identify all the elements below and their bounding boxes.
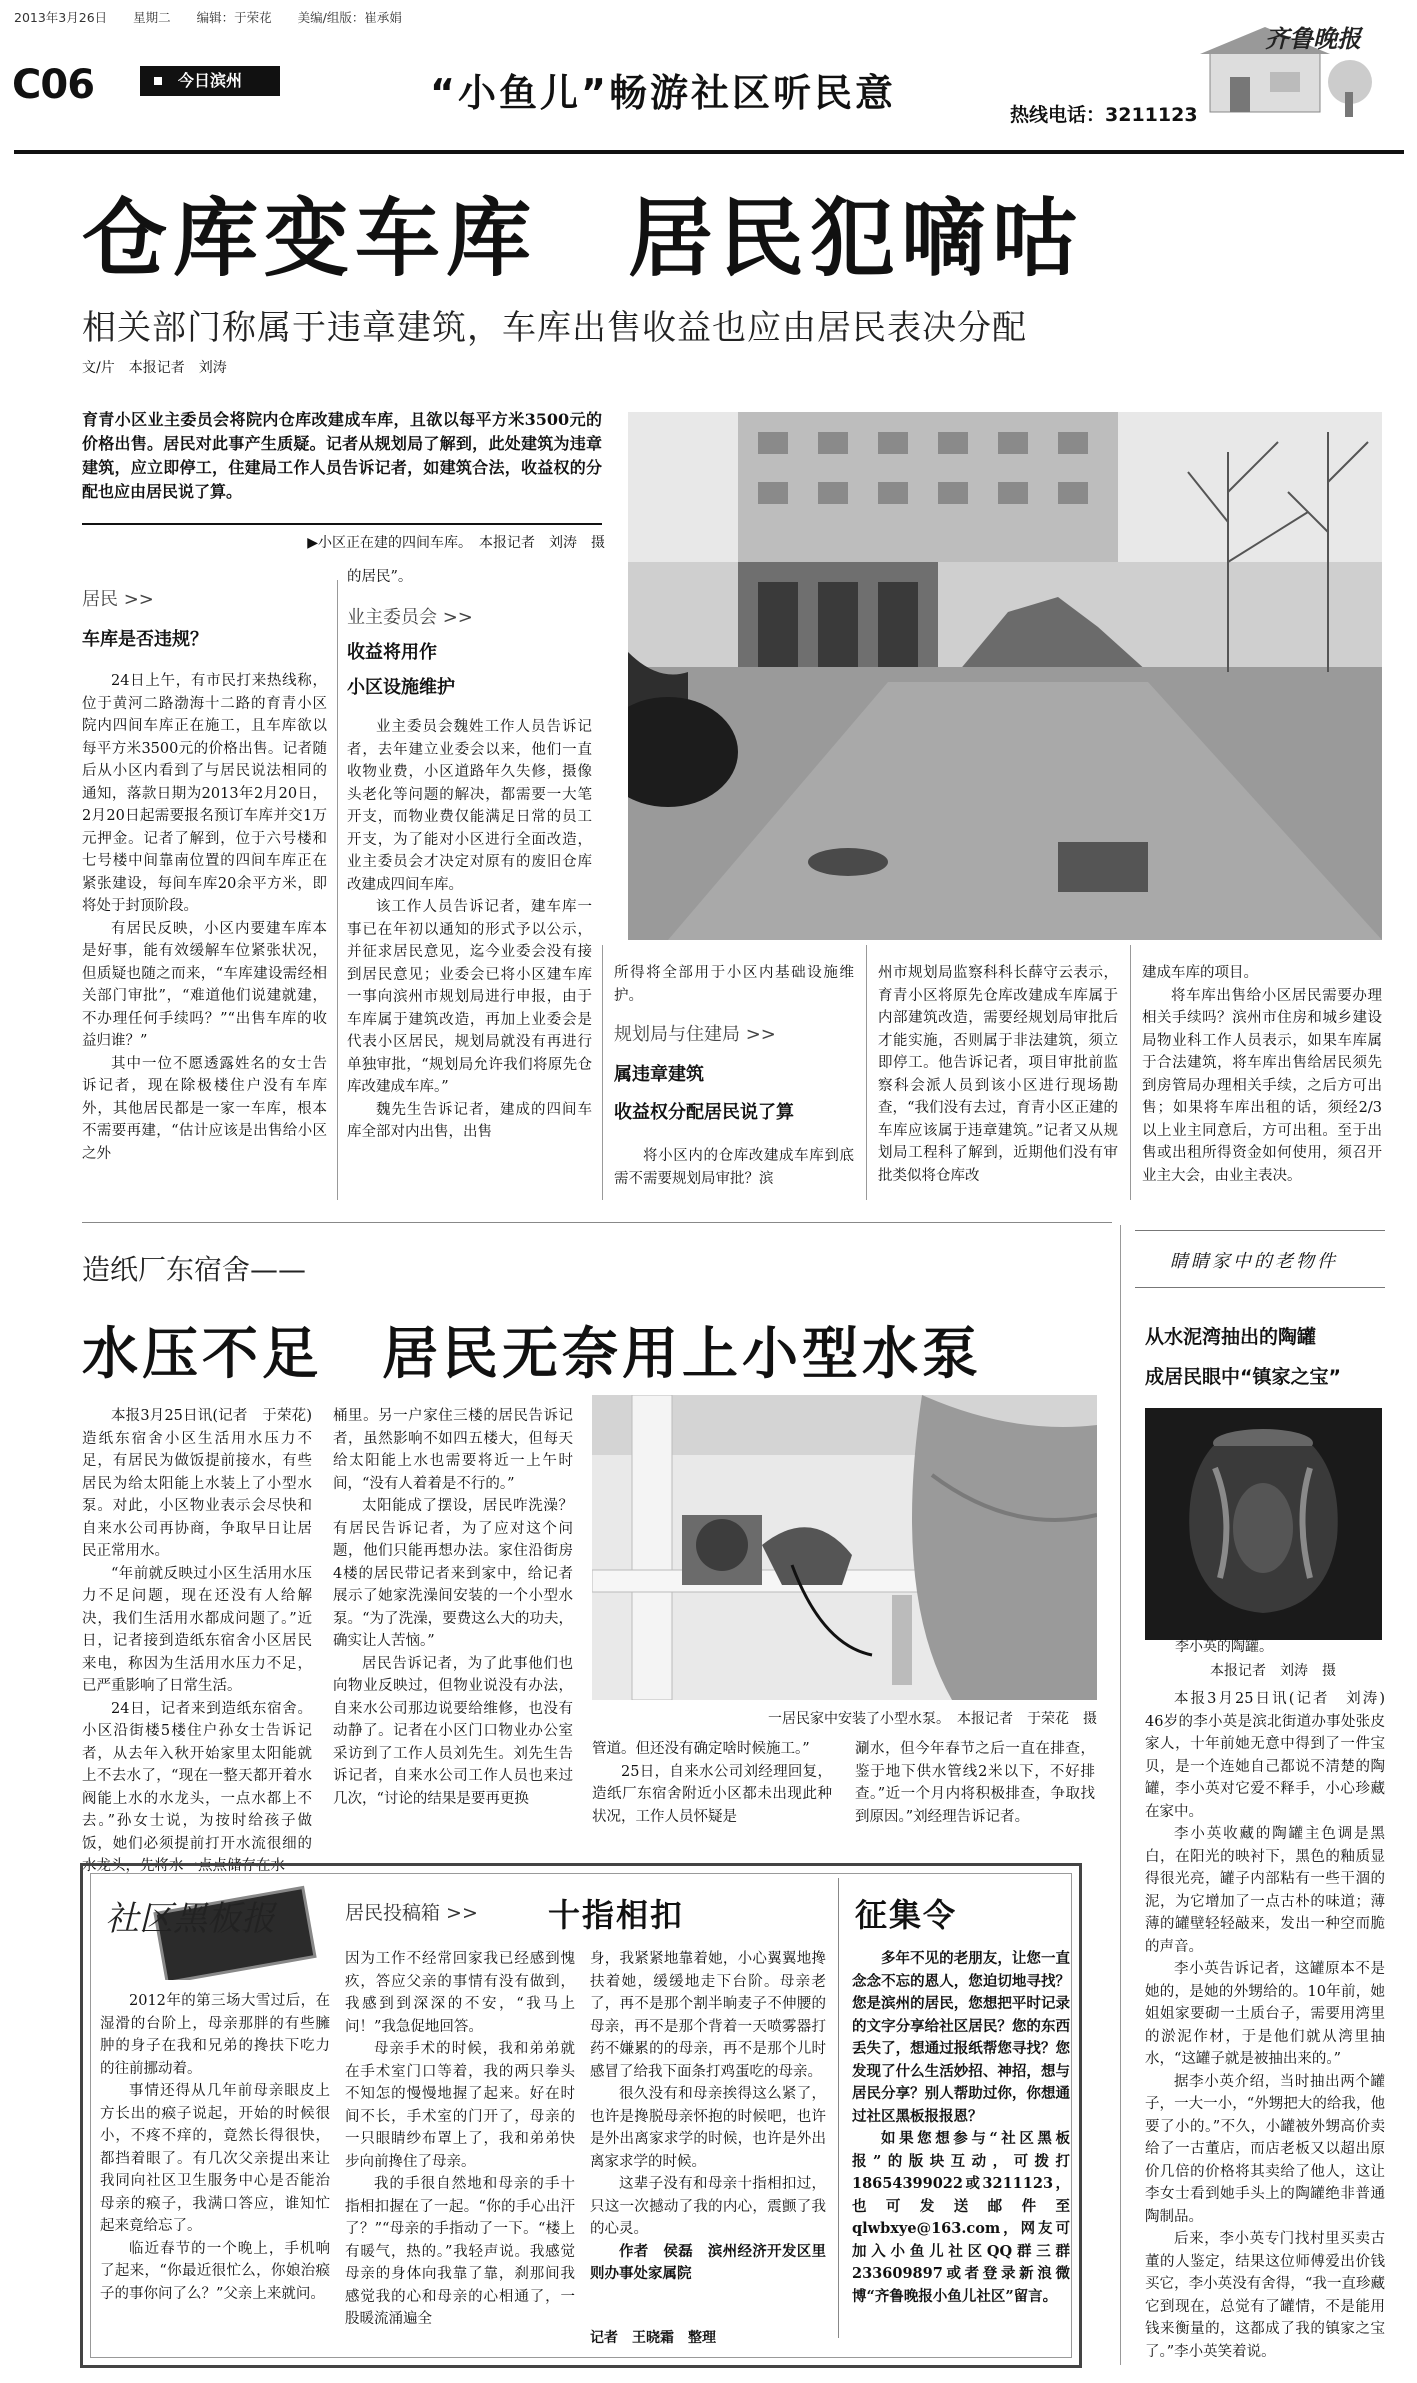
paragraph: 有居民反映，小区内要建车库本是好事，能有效缓解车位紧张状况，但质疑也随之而来，“车库建设需经相关部门审批”，“难道他们说建就建，不办理任何手续吗？”“出售车库的收益归谁？”	[82, 920, 327, 1049]
second-title: 水压不足 居民无奈用上小型水泵	[82, 1322, 982, 1387]
second-col3-text	[592, 1738, 832, 1828]
lead-photo-caption: ▶小区正在建的四间车库。 本报记者 刘涛 摄	[307, 535, 605, 551]
lead-col3-text	[614, 962, 854, 1007]
paragraph: 本报3月25日讯(记者 于荣花) 造纸东宿舍小区生活用水压力不足，有居民为做饭提前接水，有些居民为给太阳能上水装上了小型水泵。对此，小区物业表示会尽快和自来水公司再协商，争取早日让居民正常用水。	[82, 1408, 327, 1559]
paragraph: 魏先生告诉记者，建成的四间车库全部对内出售，出售	[347, 1101, 592, 1140]
page-headline: “小鱼儿”畅游社区听民意	[430, 71, 896, 115]
col2-lead-in: 的居民”。	[347, 569, 413, 585]
paragraph: 桶里。另一户家住三楼的居民告诉记者，虽然影响不如四五楼大，但每天给太阳能上水也需要将近一上午时间，“没有人着着是不行的。”	[333, 1408, 573, 1492]
second-col1-text	[82, 1405, 327, 1878]
paragraph: 其中一位不愿透露姓名的女士告诉记者，现在除极楼住户没有车库外，其他居民都是一家一车库，根本不需要再建，“估计应该是出售给小区之外	[82, 1055, 327, 1162]
section-tab: 今日滨州	[140, 66, 280, 96]
lead-col5-text	[1142, 962, 1382, 1187]
lead-title: 仓库变车库 居民犯嘀咕	[82, 190, 1084, 289]
sidebar-text	[1145, 1688, 1400, 2363]
paragraph: 24日上午，有市民打来热线称，位于黄河二路渤海十二路的育青小区院内四间车库正在施工，且车库欲以每平方米3500元的价格出售。记者随后从小区内看到了与居民说法相同的通知，落款日期为2013年2月20日，2月20日起需要报名预订车库并交1万元押金。记者了解到，位于六号楼和七号楼中间靠南位置的四间车库正在紧张建设，每间车库20余平方米，即将处于封顶阶段。	[82, 673, 327, 914]
column-rule	[337, 580, 338, 1200]
second-kicker: 造纸厂东宿舍——	[82, 1253, 307, 1286]
sidebar-photo-credit: 本报记者 刘涛 摄	[1210, 1663, 1336, 1679]
second-col4-text	[855, 1738, 1095, 1828]
community-col1-text	[100, 1990, 330, 2305]
water-pump-photo	[592, 1395, 1097, 1700]
hotline: 热线电话：3211123	[1010, 104, 1198, 126]
logo-text: 齐鲁晚报	[1265, 24, 1361, 53]
paragraph: 事情还得从几年前母亲眼皮上方长出的瘊子说起，开始的时候很小，不疼不痒的，竟然长得很快，都挡着眼了。有几次父亲提出来让我同向社区卫生服务中心是否能治母亲的瘊子，我满口答应，谁知忙起来竟给忘了。	[100, 2083, 330, 2234]
paragraph: 业主委员会魏姓工作人员告诉记者，去年建立业委会以来，他们一直收物业费，小区道路年久失修，摄像头老化等问题的解决，都需要一大笔开支，而物业费仅能满足日常的员工开支，为了能对小区进行全面改造，业主委员会才决定对原有的废旧仓库改建成四间车库。	[347, 719, 592, 893]
header-rule	[14, 150, 1404, 154]
sidebar-banner-text: 睛睛家中的老物件	[1170, 1251, 1338, 1272]
badge-text: 社区黑板报	[105, 1899, 275, 1939]
paragraph: 25日，自来水公司刘经理回复，造纸厂东宿舍附近小区都未出现此种状况，工作人员怀疑是	[592, 1763, 832, 1825]
sidebar-photo-caption: 李小英的陶罐。	[1175, 1639, 1273, 1655]
newspaper-logo	[1170, 22, 1390, 127]
solicit-rule	[838, 1878, 839, 2338]
paragraph: 李小英告诉记者，这罐原本不是她的，是她的外甥给的。10年前，她姐姐家要砌一土质台子，需要用湾里的淤泥作材，于是他们就从湾里抽水，“这罐子就是被抽出来的。”	[1145, 1961, 1385, 2067]
solicit-text	[852, 1948, 1070, 2308]
paragraph: 将小区内的仓库改建成车库到底需不需要规划局审批？滨	[614, 1148, 854, 1187]
paragraph: 因为工作不经常回家我已经感到愧疚，答应父亲的事情有没有做到，我感到到深深的不安，“我马上问！”我急促地回答。	[345, 1951, 575, 2035]
lead-col3-text-2	[614, 1145, 854, 1190]
paragraph: 李小英收藏的陶罐主色调是黑白，在阳光的映衬下，黑色的釉质显得很光亮，罐子内部粘有一些干涸的泥，为它增加了一点古朴的味道；薄薄的罐壁轻轻敲来，发出一种空而脆的声音。	[1145, 1826, 1385, 1955]
issue-weekday: 星期二	[133, 10, 171, 25]
lead-byline: 文/片 本报记者 刘涛	[82, 360, 227, 376]
community-col2-text	[345, 1948, 575, 2331]
section-divider	[82, 1222, 1112, 1223]
paragraph: 州市规划局监察科科长薛守云表示，育青小区将原先仓库改建成车库属于内部建筑改造，需要经规划局审批后才能实施，否则属于非法建筑，须立即停工。他告诉记者，项目审批前监察科会派人员到该小区进行现场勘查，“我们没有去过，育青小区正建的车库应该属于违章建筑。”记者又从规划局工程科了解到，近期他们没有审批类似将仓库改	[878, 965, 1118, 1184]
lead-summary: 育青小区业主委员会将院内仓库改建成车库，且欲以每平方米3500元的价格出售。居民对此事产生质疑。记者从规划局了解到，此处建筑为违章建筑，应立即停工，住建局工作人员告诉记者，如建筑合法，收益权的分配也应由居民说了算。	[82, 410, 602, 501]
paragraph: 管道。但还没有确定啥时候施工。”	[592, 1741, 810, 1757]
second-col2-text	[333, 1405, 573, 1810]
community-kicker: 居民投稿箱 >>	[345, 1902, 478, 1924]
paragraph: 我的手很自然地和母亲的手十指相扣握在了一起。“你的手心出汗了？”“母亲的手指动了一下。“楼上有暖气，热的。”我轻声说。我感觉母亲的身体向我靠了靠，刹那间我感觉我的心和母亲的心相通了，一股暖流涌遍全	[345, 2176, 575, 2327]
col1-kicker: 居民 >>	[82, 589, 154, 610]
pottery-jar-photo	[1145, 1408, 1382, 1640]
paragraph: 太阳能成了摆设，居民咋洗澡？有居民告诉记者，为了应对这个问题，他们只能再想办法。家住沿街房4楼的居民带记者来到家中，给记者展示了她家洗澡间安装的一个小型水泵。“为了洗澡，要费这么大的功夫，确实让人苦恼。”	[333, 1498, 573, 1649]
designer-credit: 美编/组版：崔承娟	[297, 10, 402, 25]
col3-subhead-1: 属违章建筑	[614, 1064, 704, 1085]
community-signoff-editor: 记者 王晓霜 整理	[590, 2330, 716, 2346]
sidebar-title-1: 从水泥湾抽出的陶罐	[1145, 1326, 1317, 1348]
column-rule	[866, 945, 867, 1200]
header-meta	[14, 8, 424, 26]
sidebar-rule	[1120, 1225, 1121, 2365]
community-col3-text	[590, 1948, 826, 2286]
paragraph: 很久没有和母亲挨得这么紧了，也许是搀脱母亲怀抱的时候吧，也许是外出离家求学的时候，也许是外出离家求学的时候。	[590, 2086, 826, 2170]
second-photo-caption: 一居民家中安装了小型水泵。 本报记者 于荣花 摄	[768, 1711, 1097, 1727]
blackboard-badge	[100, 1880, 330, 1980]
paragraph: 本报3月25日讯(记者 刘涛) 46岁的李小英是滨北街道办事处张皮家人，十年前她无意中得到了一件宝贝，是一个连她自己都说不清楚的陶罐，李小英对它爱不释手，小心珍藏在家中。	[1145, 1691, 1400, 1820]
community-title: 十指相扣	[548, 1896, 685, 1934]
paragraph: 后来，李小英专门找村里买卖古董的人鉴定，结果这位师傅爱出价钱买它，李小英没有舍得，“我一直珍藏它到现在，总觉有了罐情，不是能用钱来衡量的，这都成了我的镇家之宝了。”李小英笑着说。	[1145, 2231, 1385, 2360]
column-rule	[1130, 945, 1131, 1200]
paragraph: 身，我紧紧地靠着她，小心翼翼地搀扶着她，缓缓地走下台阶。母亲老了，再不是那个割半晌麦子不伸腰的母亲，再不是那个背着一天喷雾器打药不嫌累的的母亲，再不是那个儿时感冒了给我下面条打鸡蛋吃的母亲。	[590, 1951, 826, 2080]
lead-subtitle: 相关部门称属于违章建筑，车库出售收益也应由居民表决分配	[82, 308, 1027, 348]
summary-rule	[82, 523, 602, 525]
lead-col4-text	[878, 962, 1118, 1187]
col2-subhead-2: 小区设施维护	[347, 677, 455, 698]
paragraph: 2012年的第三场大雪过后，在湿滑的台阶上，母亲那胖的有些臃肿的身子在我和兄弟的搀扶下吃力的往前挪动着。	[100, 1993, 330, 2077]
paragraph: 多年不见的老朋友，让您一直念念不忘的恩人，您迫切地寻找？您是滨州的居民，您想把平时记录的文字分享给社区居民？您的东西丢失了，想通过报纸帮您寻找？您发现了什么生活妙招、神招，想与居民分享？别人帮助过你，你想通过社区黑板报报恩？	[852, 1950, 1070, 2125]
issue-date: 2013年3月26日	[14, 10, 108, 25]
sidebar-title-2: 成居民眼中“镇家之宝”	[1145, 1366, 1341, 1388]
paragraph: 临近春节的一个晚上，手机响了起来，“你最近很忙么，你娘治瘊子的事你问了么？”父亲上来就问。	[100, 2240, 330, 2302]
paragraph: 将车库出售给小区居民需要办理相关手续吗？滨州市住房和城乡建设局物业科工作人员表示，如果车库属于合法建筑，将车库出售给居民须先到房管局办理相关手续，之后方可出售；如果将车库出租的话，须经2/3以上业主同意后，方可出租。至于出售或出租所得资金如何使用，须召开业主大会，由业主表决。	[1142, 987, 1382, 1184]
editor-credit: 编辑：于荣花	[196, 10, 272, 25]
paragraph: 24日，记者来到造纸东宿舍。小区沿街楼5楼住户孙女士告诉记者，从去年入秋开始家里太阳能就上不去水了，“现在一整天都开着水阀能上水的水龙头，一点水都上不去。”孙女士说，为按时给孩子做饭，她们必须提前打开水流很细的水龙头，先将水一点点储存在水	[82, 1700, 312, 1874]
lead-col2-text	[347, 716, 592, 1144]
col2-subhead-1: 收益将用作	[347, 642, 437, 663]
paragraph: 建成车库的项目。	[1142, 965, 1258, 981]
garage-construction-photo	[628, 412, 1382, 940]
paragraph: 居民告诉记者，为了此事他们也向物业反映过，但物业说没有办法，自来水公司那边说要给维修，也没有动静了。记者在小区门口物业办公室采访到了工作人员刘先生。刘先生告诉记者，自来水公司工作人员也来过几次，“讨论的结果是要再更换	[333, 1655, 573, 1807]
paragraph: 该工作人员告诉记者，建车库一事已在年初以通知的形式予以公示，并征求居民意见，迄今业委会没有接到居民意见；业委会已将小区建车库一事向滨州市规划局进行申报，由于车库属于建筑改造，再加上业委会是代表小区居民，规划局就没有再进行单独审批，“规划局允许我们将原先仓库改建成车库。”	[347, 899, 592, 1095]
col2-kicker: 业主委员会 >>	[347, 607, 473, 628]
paragraph: 所得将全部用于小区内基础设施维护。	[614, 965, 854, 1004]
col1-subhead: 车库是否违规？	[82, 629, 208, 650]
paragraph: “年前就反映过小区生活用水压力不足问题，现在还没有人给解决，我们生活用水都成问题了。”近日，记者接到造纸东宿舍小区居民来电，称因为生活用水压力不足，已严重影响了日常生活。	[82, 1565, 312, 1694]
paragraph: 母亲手术的时候，我和弟弟就在手术室门口等着，我的两只拳头不知怎的慢慢地握了起来。好在时间不长，手术室的门开了，母亲的一只眼睛纱布罩上了，我和弟弟快步向前搀住了母亲。	[345, 2041, 575, 2170]
paragraph: 这辈子没有和母亲十指相扣过，只这一次撼动了我的内心，震颤了我的心灵。	[590, 2176, 826, 2237]
col3-kicker: 规划局与住建局 >>	[614, 1024, 776, 1045]
paragraph: 涮水，但今年春节之后一直在排查，鉴于地下供水管线2米以下，不好排查。”近一个月内将积极排查，争取找到原因。”刘经理告诉记者。	[855, 1741, 1095, 1825]
column-rule	[602, 945, 603, 1200]
col3-subhead-2: 收益权分配居民说了算	[614, 1102, 794, 1123]
solicit-title: 征集令	[855, 1896, 958, 1934]
paragraph: 如果您想参与“社区黑板报”的版块互动，可拨打18654399022或3211123，也可发送邮件至qlwbxye@163.com，网友可加入小鱼儿社区QQ群三群233609897或者登录新浪微博“齐鲁晚报小鱼儿社区”留言。	[852, 2130, 1070, 2305]
lead-col1-text	[82, 670, 327, 1165]
signoff: 作者 侯磊 滨州经济开发区里则办事处家属院	[590, 2242, 826, 2282]
page-number: C06	[12, 62, 95, 108]
paragraph: 据李小英介绍，当时抽出两个罐子，一大一小，“外甥把大的给我，他要了小的。”不久，小罐被外甥高价卖给了一古董店，而店老板又以超出原价几倍的价格将其卖给了他人，这让李女士看到她手头上的陶罐绝非普通陶制品。	[1145, 2073, 1385, 2225]
